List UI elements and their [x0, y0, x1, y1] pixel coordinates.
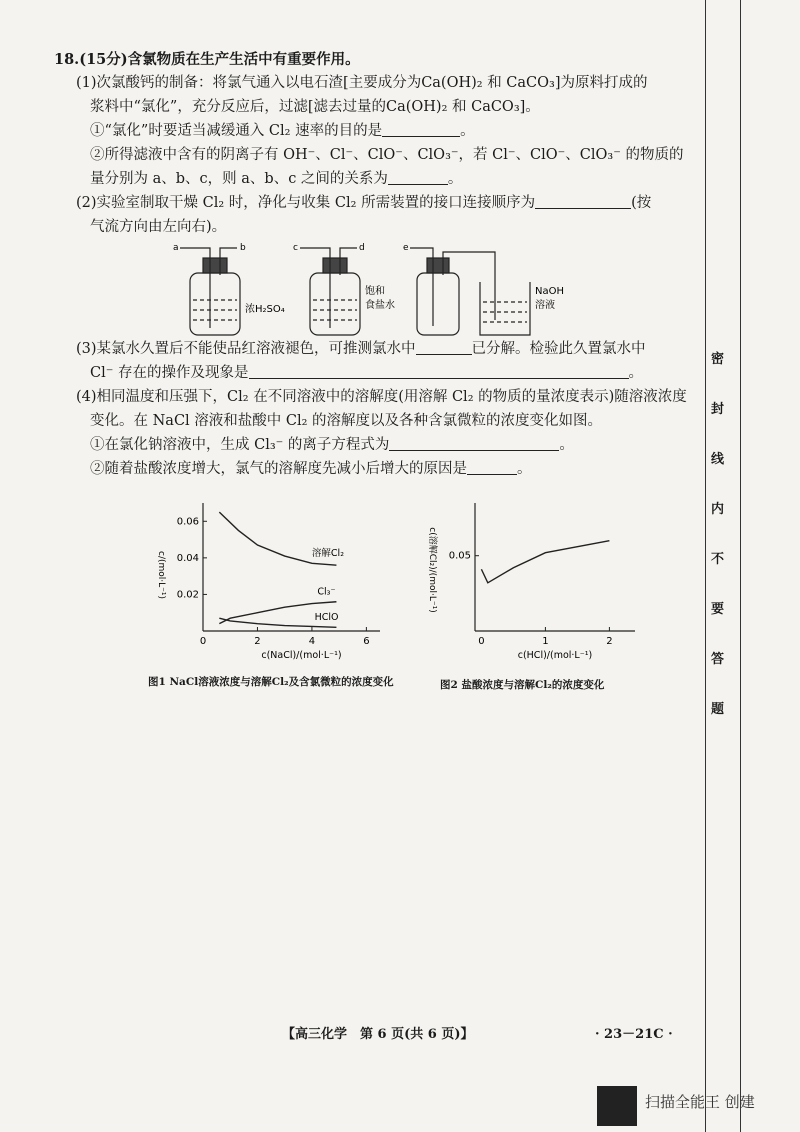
answer-blank[interactable] [382, 122, 460, 137]
x-tick-label: 4 [308, 636, 316, 647]
part4-sub1-text: ①在氯化钠溶液中，生成 Cl₃⁻ 的离子方程式为 [90, 437, 390, 453]
y-tick-label: 0.05 [448, 550, 471, 562]
part2-text: (2)实验室制取干燥 Cl₂ 时，净化与收集 Cl₂ 所需装置的接口连接顺序为 [76, 195, 536, 211]
port-b: b [240, 243, 246, 253]
part2-end: (按 [631, 195, 652, 211]
period: 。 [447, 171, 463, 187]
seal-line [705, 0, 706, 1132]
seal-line [740, 0, 741, 1132]
part4-sub1 [90, 433, 574, 457]
x-tick-label: 2 [606, 636, 613, 647]
answer-blank[interactable] [249, 364, 629, 379]
page-footer: 【高三化学 第 6 页(共 6 页)】 [282, 1027, 474, 1042]
part1-sub2-line1: ②所得滤液中含有的阴离子有 OH⁻、Cl⁻、ClO⁻、ClO₃⁻，若 Cl⁻、ClO⁻、ClO₃⁻ 的物质的 [90, 147, 684, 163]
x-axis-label: c(NaCl)/(mol·L⁻¹) [261, 650, 342, 661]
chart2-caption: 图2 盐酸浓度与溶解Cl₂的浓度变化 [440, 679, 605, 691]
seal-char: 不 [711, 552, 725, 567]
x-axis-label: c(HCl)/(mol·L⁻¹) [517, 650, 593, 661]
part1-sub1 [90, 119, 475, 143]
chart1-caption: 图1 NaCl溶液浓度与溶解Cl₂及含氯微粒的浓度变化 [148, 676, 394, 688]
y-tick-label: 0.02 [176, 589, 199, 601]
series-label: Cl₃⁻ [317, 586, 336, 598]
period: 。 [460, 123, 475, 139]
part1-sub1-text: ①“氯化”时要适当减缓通入 Cl₂ 速率的目的是 [90, 123, 383, 139]
question-header: 18.(15分)含氯物质在生产生活中有重要作用。 [54, 51, 360, 68]
x-tick-label: 1 [542, 636, 549, 647]
x-tick-label: 0 [478, 636, 485, 647]
answer-blank[interactable] [416, 340, 472, 355]
wash-bottle-2 [310, 273, 360, 335]
seal-char: 封 [711, 402, 725, 417]
y-axis-label: c/(mol·L⁻¹) [156, 550, 166, 600]
label-brine-2: 食盐水 [365, 300, 395, 311]
part1-sub2-line2 [90, 167, 462, 191]
seal-char: 题 [711, 702, 725, 717]
port-d: d [359, 243, 365, 253]
part1-sub2-text: 量分别为 a、b、c，则 a、b、c 之间的关系为 [90, 171, 388, 187]
stopper-2 [323, 258, 347, 273]
y-axis-label: c(溶解Cl₂)/(mol·L⁻¹) [427, 527, 437, 613]
period: 。 [517, 461, 532, 477]
seal-char: 密 [711, 352, 725, 367]
part1-line1: (1)次氯酸钙的制备：将氯气通入以电石渣[主要成分为Ca(OH)₂ 和 CaCO₃]为原料打成的 [76, 75, 648, 91]
chart-hcl [420, 495, 640, 665]
label-naoh-2: 溶液 [535, 300, 555, 311]
part3-line2 [90, 361, 643, 385]
x-tick-label: 0 [199, 636, 207, 647]
part1-line2: 浆料中“氯化”，充分反应后，过滤[滤去过量的Ca(OH)₂ 和 CaCO₃]。 [90, 99, 540, 115]
answer-blank[interactable] [535, 194, 631, 209]
x-tick-label: 2 [254, 636, 261, 647]
label-h2so4: 浓H₂SO₄ [245, 304, 285, 315]
qr-code-icon [597, 1086, 637, 1126]
port-c: c [293, 243, 298, 253]
seal-char: 内 [711, 502, 725, 517]
part3-end: 已分解。检验此久置氯水中 [471, 341, 646, 357]
port-e: e [403, 243, 409, 253]
part4-sub2 [90, 457, 532, 481]
answer-blank[interactable] [389, 436, 559, 451]
part3-line1 [76, 337, 646, 361]
part2-line2: 气流方向由左向右)。 [90, 219, 227, 235]
part4-sub2-text: ②随着盐酸浓度增大，氯气的溶解度先减小后增大的原因是 [90, 461, 467, 477]
label-brine-1: 饱和 [365, 286, 385, 297]
stopper-3 [427, 258, 449, 273]
scanner-watermark: 扫描全能王 创建 [645, 1093, 755, 1111]
x-tick-label: 6 [363, 636, 370, 647]
part2-line1 [76, 191, 651, 215]
seal-char: 答 [711, 652, 725, 667]
port-a: a [173, 243, 179, 253]
seal-char: 线 [711, 452, 725, 467]
y-tick-label: 0.04 [176, 552, 199, 564]
part3-text2: Cl⁻ 存在的操作及现象是 [90, 365, 249, 381]
exam-code: · 23－21C · [595, 1027, 673, 1042]
period: 。 [559, 437, 574, 453]
period: 。 [628, 365, 643, 381]
part4-line2: 变化。在 NaCl 溶液和盐酸中 Cl₂ 的溶解度以及各种含氯微粒的浓度变化如图。 [90, 413, 603, 429]
series-line [481, 541, 609, 583]
label-naoh-1: NaOH [535, 286, 564, 297]
beaker [480, 282, 530, 335]
y-tick-label: 0.06 [176, 516, 199, 528]
chart-nacl [145, 495, 395, 665]
collection-bottle [417, 273, 459, 335]
outlet-tube [443, 252, 495, 320]
answer-blank[interactable] [467, 460, 517, 475]
stopper-1 [203, 258, 227, 273]
wash-bottle-1 [190, 273, 240, 335]
answer-blank[interactable] [388, 170, 448, 185]
apparatus-diagram [165, 240, 585, 340]
series-label: 溶解Cl₂ [311, 548, 345, 560]
series-label: HClO [314, 612, 339, 624]
part4-line1: (4)相同温度和压强下，Cl₂ 在不同溶液中的溶解度(用溶解 Cl₂ 的物质的量浓度表示)随溶液浓度 [76, 389, 687, 405]
part3-text: (3)某氯水久置后不能使品红溶液褪色，可推测氯水中 [76, 341, 416, 357]
seal-char: 要 [711, 602, 725, 617]
